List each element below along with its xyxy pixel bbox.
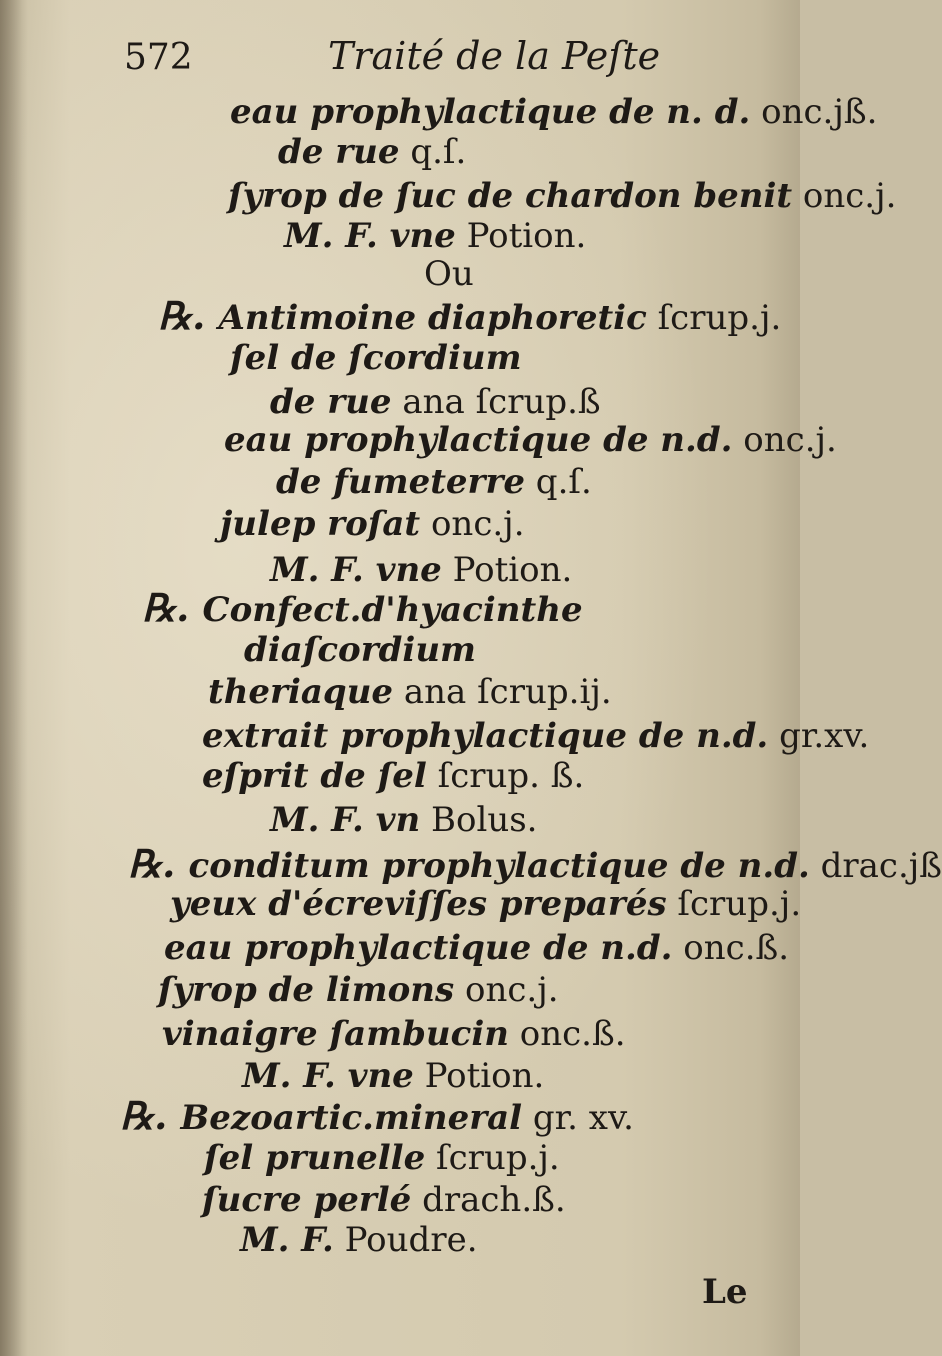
text-line <box>170 884 801 924</box>
roman-text: ana ſcrup.ß <box>391 382 601 422</box>
text-line <box>224 420 837 460</box>
text-line <box>220 504 525 544</box>
italic-text: M. F. vne <box>270 550 442 590</box>
italic-text: julep roſat <box>220 504 421 544</box>
italic-text: eau prophylactique de n.d. <box>164 928 673 968</box>
italic-text: Bezoartic.mineral <box>180 1098 523 1138</box>
text-line <box>230 92 877 132</box>
text-line <box>230 338 522 378</box>
roman-text: onc.j. <box>420 504 525 544</box>
italic-text: M. F. vne <box>284 216 456 256</box>
text-line <box>270 382 601 422</box>
text-line <box>128 841 942 886</box>
italic-text: conditum prophylactique de n.d. <box>188 846 810 886</box>
roman-text: onc.jß. <box>750 92 878 132</box>
roman-text: gr.xv. <box>768 716 870 756</box>
roman-text: q.ſ. <box>525 462 592 502</box>
text-line <box>278 132 466 172</box>
recipe-symbol: ℞. <box>142 585 203 630</box>
gutter-shadow <box>0 0 28 1356</box>
italic-text: de fumeterre <box>276 462 525 502</box>
italic-text: ſel de ſcordium <box>230 338 522 378</box>
text-line <box>158 970 559 1010</box>
text-line <box>270 800 537 840</box>
roman-text: Potion. <box>413 1056 545 1096</box>
text-line <box>120 1093 634 1138</box>
recipe-symbol: ℞. <box>120 1093 181 1138</box>
page-number: 572 <box>124 37 193 78</box>
page-header <box>124 38 193 78</box>
roman-text: onc.j. <box>732 420 837 460</box>
text-line <box>202 1180 566 1220</box>
roman-text: Potion. <box>441 550 573 590</box>
italic-text: eau prophylactique de n.d. <box>224 420 733 460</box>
text-line <box>208 672 612 712</box>
italic-text: M. F. vne <box>242 1056 414 1096</box>
text-line <box>204 1138 560 1178</box>
roman-text: drac.jß <box>809 846 942 886</box>
italic-text: ſyrop de limons <box>158 970 455 1010</box>
roman-text: onc.j. <box>454 970 559 1010</box>
italic-text: diaſcordium <box>244 630 477 670</box>
italic-text: Antimoine diaphoretic <box>218 298 647 338</box>
roman-text: ana ſcrup.ij. <box>393 672 612 712</box>
text-line <box>240 1220 478 1260</box>
text-line <box>164 928 789 968</box>
roman-text: drach.ß. <box>411 1180 566 1220</box>
italic-text: yeux d'écreviſſes preparés <box>170 884 667 924</box>
italic-text: de rue <box>270 382 392 422</box>
italic-text: de rue <box>278 132 400 172</box>
text-line <box>270 550 572 590</box>
roman-text: Bolus. <box>420 800 538 840</box>
roman-text: Potion. <box>455 216 587 256</box>
text-line <box>424 254 474 294</box>
roman-text: Poudre. <box>333 1220 478 1260</box>
roman-text: ſcrup.j. <box>646 298 782 338</box>
recipe-symbol: ℞. <box>158 293 219 338</box>
italic-text: Confect.d'hyacinthe <box>202 590 583 630</box>
roman-text: onc.ß. <box>672 928 790 968</box>
italic-text: extrait prophylactique de n.d. <box>202 716 769 756</box>
roman-text: ſcrup. ß. <box>426 756 585 796</box>
italic-text: ſucre perlé <box>202 1180 412 1220</box>
text-line <box>242 1056 544 1096</box>
running-title-wrap <box>328 36 660 78</box>
text-line <box>202 716 869 756</box>
text-line <box>142 585 583 630</box>
running-title: Traité de la Peſte <box>328 34 661 78</box>
roman-text: Ou <box>424 254 474 294</box>
italic-text: M. F. <box>240 1220 334 1260</box>
recipe-symbol: ℞. <box>128 841 189 886</box>
italic-text: eſprit de ſel <box>202 756 427 796</box>
italic-text: ſyrop de ſuc de chardon benit <box>228 176 793 216</box>
text-line <box>158 293 782 338</box>
text-line <box>284 216 586 256</box>
italic-text: M. F. vn <box>270 800 421 840</box>
text-line <box>202 756 584 796</box>
italic-text: eau prophylactique de n. d. <box>230 92 751 132</box>
roman-text: ſcrup.j. <box>666 884 802 924</box>
text-line <box>228 176 896 216</box>
italic-text: vinaigre ſambucin <box>162 1014 509 1054</box>
catchword: Le <box>702 1272 748 1312</box>
roman-text: ſcrup.j. <box>425 1138 560 1178</box>
roman-text: gr. xv. <box>522 1098 634 1138</box>
roman-text: q.ſ. <box>399 132 467 172</box>
italic-text: theriaque <box>208 672 394 712</box>
text-line <box>244 630 476 670</box>
roman-text: onc.j. <box>792 176 897 216</box>
text-line <box>162 1014 626 1054</box>
text-line <box>276 462 592 502</box>
italic-text: ſel prunelle <box>204 1138 426 1178</box>
roman-text: onc.ß. <box>508 1014 626 1054</box>
